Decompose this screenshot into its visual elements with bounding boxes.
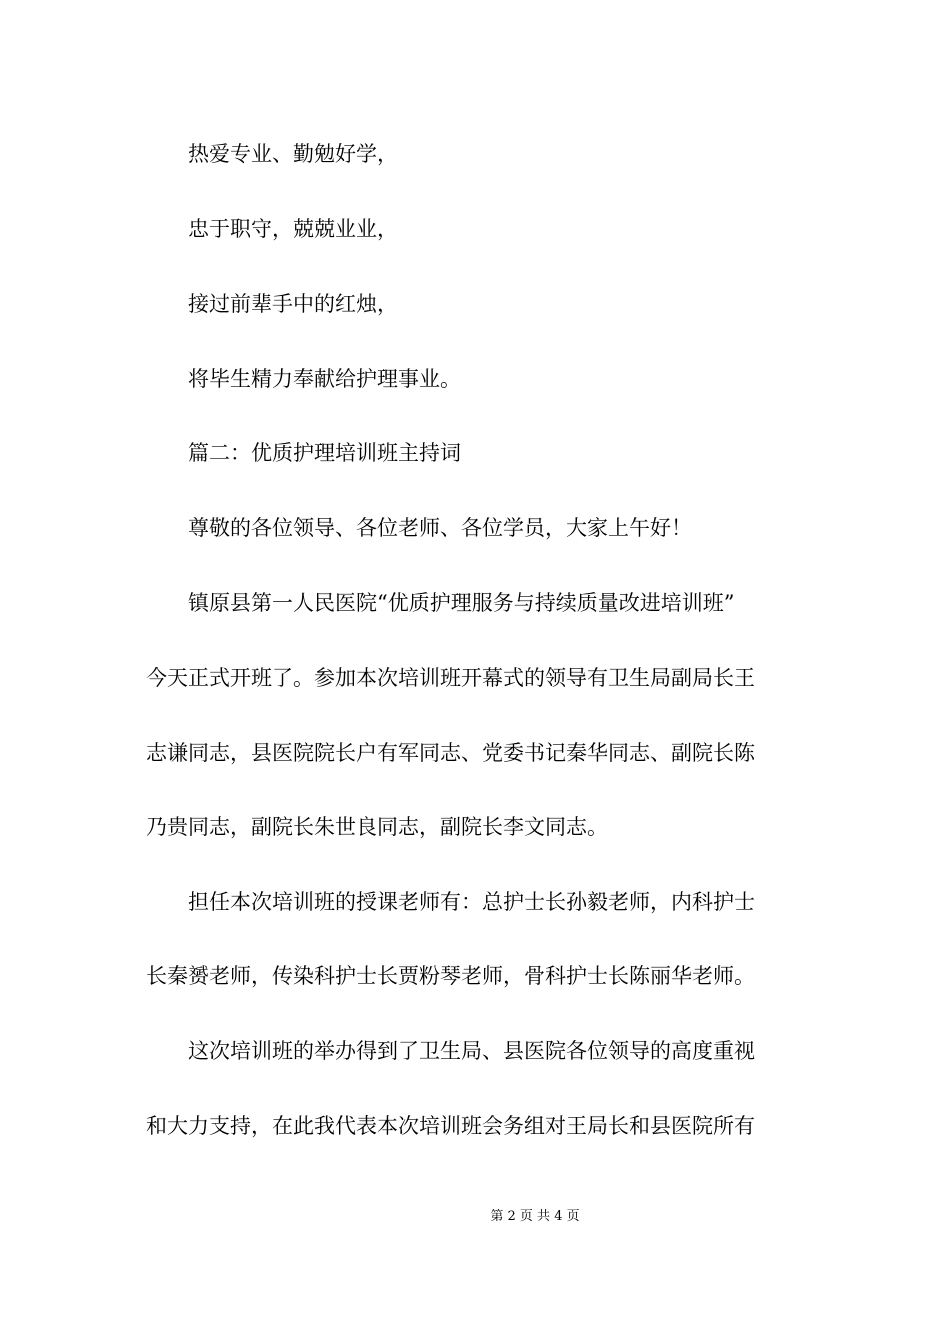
paragraph-line: 今天正式开班了。参加本次培训班开幕式的领导有卫生局副局长王	[146, 666, 755, 690]
section-title: 篇二：优质护理培训班主持词	[188, 441, 461, 465]
page-footer: 第 2 页 共 4 页	[490, 1209, 580, 1224]
verse-line: 将毕生精力奉献给护理事业。	[188, 367, 461, 391]
verse-line: 热爱专业、勤勉好学，	[188, 142, 398, 166]
greeting: 尊敬的各位领导、各位老师、各位学员，大家上午好！	[188, 516, 692, 540]
paragraph-line: 这次培训班的举办得到了卫生局、县医院各位领导的高度重视	[188, 1039, 755, 1063]
verse-line: 接过前辈手中的红烛，	[188, 292, 398, 316]
paragraph-line: 镇原县第一人民医院“优质护理服务与持续质量改进培训班”	[188, 591, 735, 615]
paragraph-line: 长秦赟老师，传染科护士长贾粉琴老师，骨科护士长陈丽华老师。	[146, 964, 755, 988]
verse-line: 忠于职守，兢兢业业，	[188, 217, 398, 241]
paragraph-line: 和大力支持，在此我代表本次培训班会务组对王局长和县医院所有	[146, 1114, 755, 1138]
paragraph-line: 担任本次培训班的授课老师有：总护士长孙毅老师，内科护士	[188, 890, 755, 914]
paragraph-line: 乃贵同志，副院长朱世良同志，副院长李文同志。	[146, 815, 608, 839]
paragraph-line: 志谦同志，县医院院长户有军同志、党委书记秦华同志、副院长陈	[146, 741, 755, 765]
